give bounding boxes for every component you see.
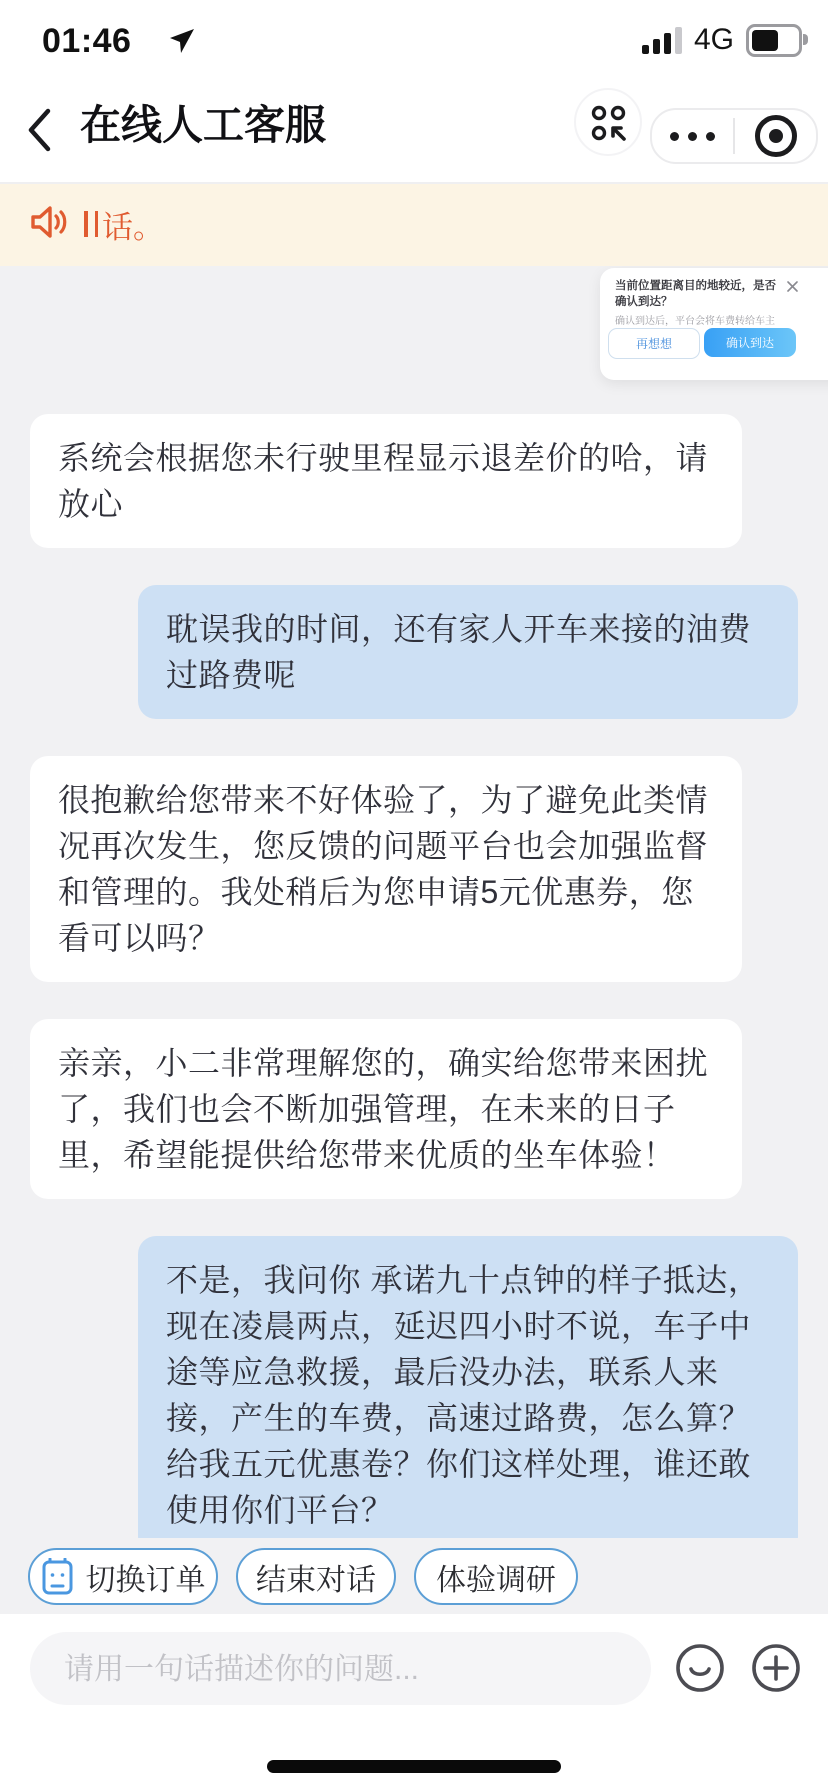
- survey-button[interactable]: [414, 1548, 578, 1605]
- agent-message: 系统会根据您未行驶里程显示退差价的哈，请放心: [30, 414, 742, 548]
- battery-icon: [746, 24, 802, 57]
- attach-button[interactable]: [750, 1642, 802, 1694]
- network-type: 4G: [693, 23, 734, 56]
- miniprogram-capsule: [650, 108, 818, 164]
- user-message: 不是，我问你 承诺九十点钟的样子抵达，现在凌晨两点，延迟四小时不说，车子中途等应急救援，最后没办法，联系人来接，产生的车费，高速过路费，怎么算？给我五元优惠卷？你们这样处理，谁还敢使用你们平台？: [138, 1236, 798, 1538]
- agent-message: 很抱歉给您带来不好体验了，为了避免此类情况再次发生，您反馈的问题平台也会加强监督和管理的。我处稍后为您申请5元优惠券，您看可以吗？: [30, 756, 742, 982]
- agent-message: 亲亲，小二非常理解您的，确实给您带来困扰了，我们也会不断加强管理，在未来的日子里，希望能提供给您带来优质的坐车体验！: [30, 1019, 742, 1199]
- plus-icon: [750, 1642, 802, 1694]
- status-bar: [0, 0, 828, 80]
- arrival-confirm-card: [600, 268, 828, 380]
- card-subtitle: 确认到达后，平台会将车费转给车主: [615, 316, 775, 327]
- smiley-icon: [674, 1642, 726, 1694]
- signal-icon: [642, 26, 682, 54]
- close-circle-icon: [755, 115, 797, 157]
- user-message: 耽误我的时间，还有家人开车来接的油费 过路费呢: [138, 585, 798, 719]
- close-button[interactable]: [784, 278, 800, 294]
- speaker-icon: [30, 204, 70, 245]
- home-indicator: [267, 1760, 561, 1773]
- switch-order-button[interactable]: [28, 1548, 218, 1605]
- button-label: 体验调研: [436, 1563, 556, 1597]
- chat-scroll-area[interactable]: [0, 266, 828, 1538]
- more-icon: [670, 132, 715, 141]
- status-icons: [642, 0, 802, 80]
- chevron-left-icon: [26, 107, 52, 153]
- confirm-arrival-button[interactable]: 确认到达: [704, 328, 796, 357]
- end-chat-button[interactable]: [236, 1548, 396, 1605]
- banner-text: 话。: [102, 209, 164, 245]
- more-button[interactable]: [652, 110, 733, 162]
- quick-action-row: [0, 1548, 828, 1606]
- clock: 01:46: [42, 22, 132, 60]
- nav-bar: [0, 80, 828, 184]
- exit-button[interactable]: [735, 110, 816, 162]
- notice-banner: [0, 182, 828, 266]
- button-label: 结束对话: [256, 1563, 376, 1597]
- order-icon: [41, 1558, 74, 1596]
- grid-arrow-icon: [586, 100, 630, 144]
- message-list: [0, 414, 828, 1538]
- mini-apps-button[interactable]: [574, 88, 642, 156]
- back-button[interactable]: [26, 98, 74, 162]
- close-icon: [787, 281, 798, 292]
- location-arrow-icon: [168, 26, 198, 61]
- think-again-button[interactable]: 再想想: [608, 328, 700, 359]
- message-input[interactable]: [62, 1632, 626, 1707]
- card-title: 当前位置距离目的地较近，是否确认到达？: [615, 280, 776, 308]
- truncated-char: [84, 211, 98, 237]
- emoji-button[interactable]: [674, 1642, 726, 1694]
- page-title: 在线人工客服: [80, 102, 326, 148]
- message-input-pill[interactable]: [30, 1632, 651, 1705]
- button-label: 切换订单: [85, 1563, 206, 1597]
